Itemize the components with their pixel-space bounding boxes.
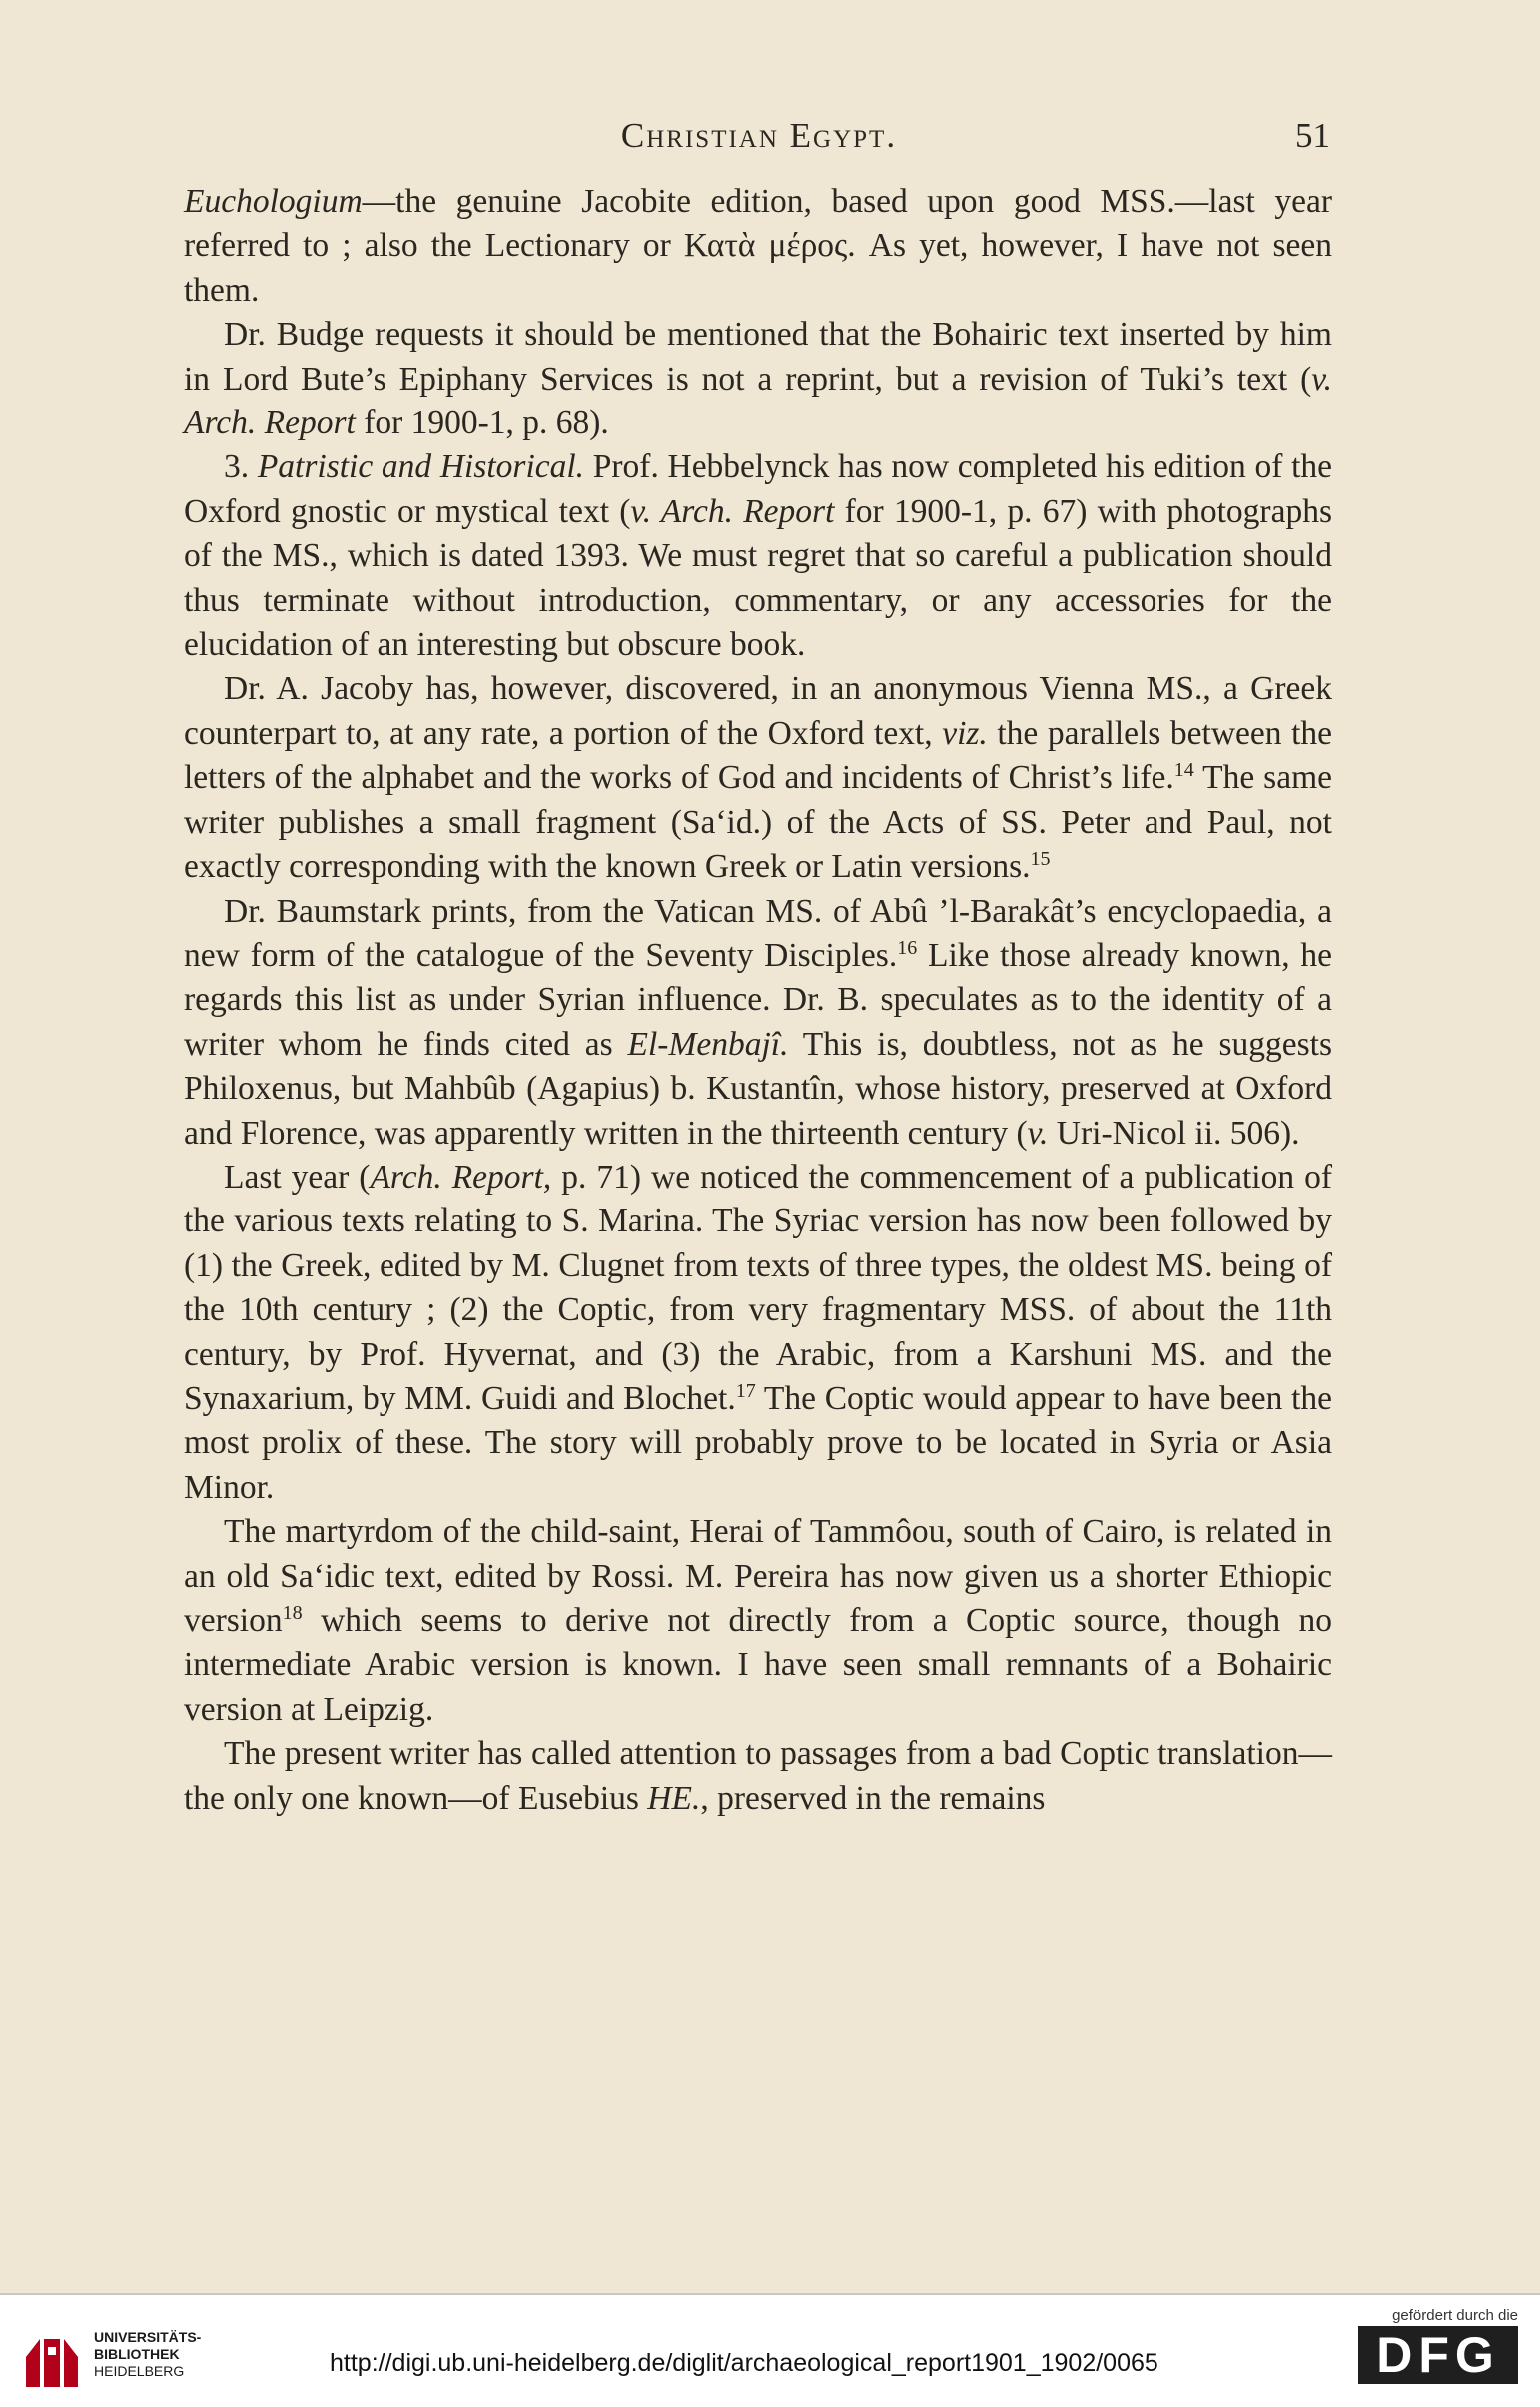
footnote-marker: 14 bbox=[1173, 759, 1194, 782]
text-run: The same writer publishes a small fragment (Sa‘id.) of the Acts of SS. Peter and Paul, not exactly corresponding with the known Greek or Latin versions. bbox=[184, 759, 1332, 886]
text-run: Last year ( bbox=[224, 1158, 371, 1196]
footnote-marker: 16 bbox=[897, 936, 918, 959]
paragraph-2 bbox=[184, 313, 1332, 445]
text-run: which seems to derive not directly from a Coptic source, though no intermediate Arabic version is known. I have seen small remnants of a Bohairic version at Leipzig. bbox=[184, 1602, 1332, 1728]
text-run: Prof. Hebbelynck has now completed his edition of the Oxford gnostic or mystical text ( bbox=[184, 448, 1332, 530]
university-library-logo-icon bbox=[20, 2329, 84, 2393]
text-run: The martyrdom of the child-saint, Herai of Tammôou, south of Cairo, is related in an old Sa‘idic text, edited by Rossi. M. Pereira has now given us a shorter Ethiopic version bbox=[184, 1513, 1332, 1639]
page-header bbox=[180, 108, 1338, 158]
running-title: Christian Egypt. bbox=[620, 116, 898, 155]
footnote-marker: 17 bbox=[735, 1379, 756, 1402]
paragraph-3 bbox=[184, 445, 1332, 667]
text-run: the parallels between the letters of the alphabet and the works of God and incidents of Christ’s life. bbox=[184, 714, 1333, 797]
paragraph-5 bbox=[184, 890, 1332, 1156]
text-run: This is, doubtless, not as he suggests Philoxenus, but Mahbûb (Agapius) b. Kustantîn, whose history, preserved at Oxford and Florence, was apparently written in the thirteenth century ( bbox=[184, 1025, 1332, 1152]
dfg-logo-icon: DFG bbox=[1358, 2326, 1518, 2384]
viewer-footer bbox=[0, 2293, 1540, 2407]
text-run: p. 71) we noticed the commencement of a publication of the various texts relating to S. Marina. The Syriac version has now been followed by (1) the Greek, edited by M. Clugnet from texts of three types, the oldest MS. being of the 10th century ; (2) the Coptic, from very fragmentary MSS. of about the 11th century, by Prof. Hyvernat, and (3) the Arabic, from a Karshuni MS. and the Synaxarium, by MM. Guidi and Blochet. bbox=[184, 1158, 1333, 1417]
italic-reference: v. Arch. Report bbox=[630, 492, 835, 530]
text-run: —the genuine Jacobite edition, based upon good MSS.—last year referred to ; also the Lectionary or Κατὰ μέρος. As yet, however, I have not seen them. bbox=[184, 183, 1332, 309]
permalink-url[interactable]: http://digi.ub.uni-heidelberg.de/diglit/archaeological_report1901_1902/0065 bbox=[330, 2349, 1158, 2377]
italic-term: HE. bbox=[647, 1779, 701, 1817]
funder-text: gefördert durch die bbox=[1392, 2307, 1518, 2324]
section-number: 3. bbox=[224, 448, 258, 486]
footnote-marker: 15 bbox=[1030, 848, 1051, 871]
italic-term: Euchologium bbox=[184, 183, 363, 220]
paragraph-4 bbox=[184, 667, 1332, 889]
text-run: Dr. A. Jacoby has, however, discovered, in an anonymous Vienna MS., a Greek counterpart to, at any rate, a portion of the Oxford text, bbox=[184, 670, 1332, 752]
text-run: The Coptic would appear to have been the most prolix of these. The story will probably prove to be located in Syria or Asia Minor. bbox=[184, 1379, 1332, 1506]
italic-reference: Arch. Report, bbox=[370, 1158, 552, 1196]
text-run: , preserved in the remains bbox=[700, 1779, 1046, 1817]
italic-term: viz. bbox=[942, 714, 988, 752]
text-run: Like those already known, he regards this list as under Syrian influence. Dr. B. speculates as to the identity of a writer whom he finds cited as bbox=[184, 936, 1332, 1063]
paragraph-7 bbox=[184, 1510, 1332, 1732]
library-name-line: HEIDELBERG bbox=[94, 2363, 185, 2379]
footnote-marker: 18 bbox=[282, 1602, 303, 1624]
text-run: Uri-Nicol ii. 506). bbox=[1048, 1114, 1300, 1152]
footer-divider bbox=[0, 2293, 1540, 2295]
italic-term: El-Menbajî. bbox=[627, 1025, 789, 1063]
body-text bbox=[184, 180, 1332, 1821]
paragraph-6 bbox=[184, 1156, 1332, 1510]
library-name-line: UNIVERSITÄTS- bbox=[94, 2329, 202, 2345]
library-name bbox=[94, 2329, 224, 2380]
library-name-line: BIBLIOTHEK bbox=[94, 2346, 180, 2362]
paragraph-1 bbox=[184, 180, 1332, 313]
italic-term: v. bbox=[1027, 1114, 1049, 1152]
paragraph-8 bbox=[184, 1732, 1332, 1821]
text-run: for 1900-1, p. 68). bbox=[355, 404, 609, 442]
page-number: 51 bbox=[1295, 116, 1330, 155]
text-run: Dr. Baumstark prints, from the Vatican MS. of Abû ’l-Barakât’s encyclopaedia, a new form of the catalogue of the Seventy Disciples. bbox=[184, 892, 1332, 974]
text-run: Dr. Budge requests it should be mentioned that the Bohairic text inserted by him in Lord Bute’s Epiphany Services is not a reprint, but a revision of Tuki’s text ( bbox=[184, 316, 1332, 398]
text-run: The present writer has called attention to passages from a bad Coptic translation—the only one known—of Eusebius bbox=[184, 1735, 1332, 1817]
text-run: for 1900-1, p. 67) with photographs of the MS., which is dated 1393. We must regret that so careful a publication should thus terminate without introduction, commentary, or any accessories for the elucidation of an interesting but obscure book. bbox=[184, 492, 1332, 664]
funder-credit bbox=[1348, 2307, 1518, 2384]
section-heading: Patristic and Historical. bbox=[257, 448, 585, 486]
italic-reference: v. Arch. Report bbox=[184, 360, 1332, 442]
